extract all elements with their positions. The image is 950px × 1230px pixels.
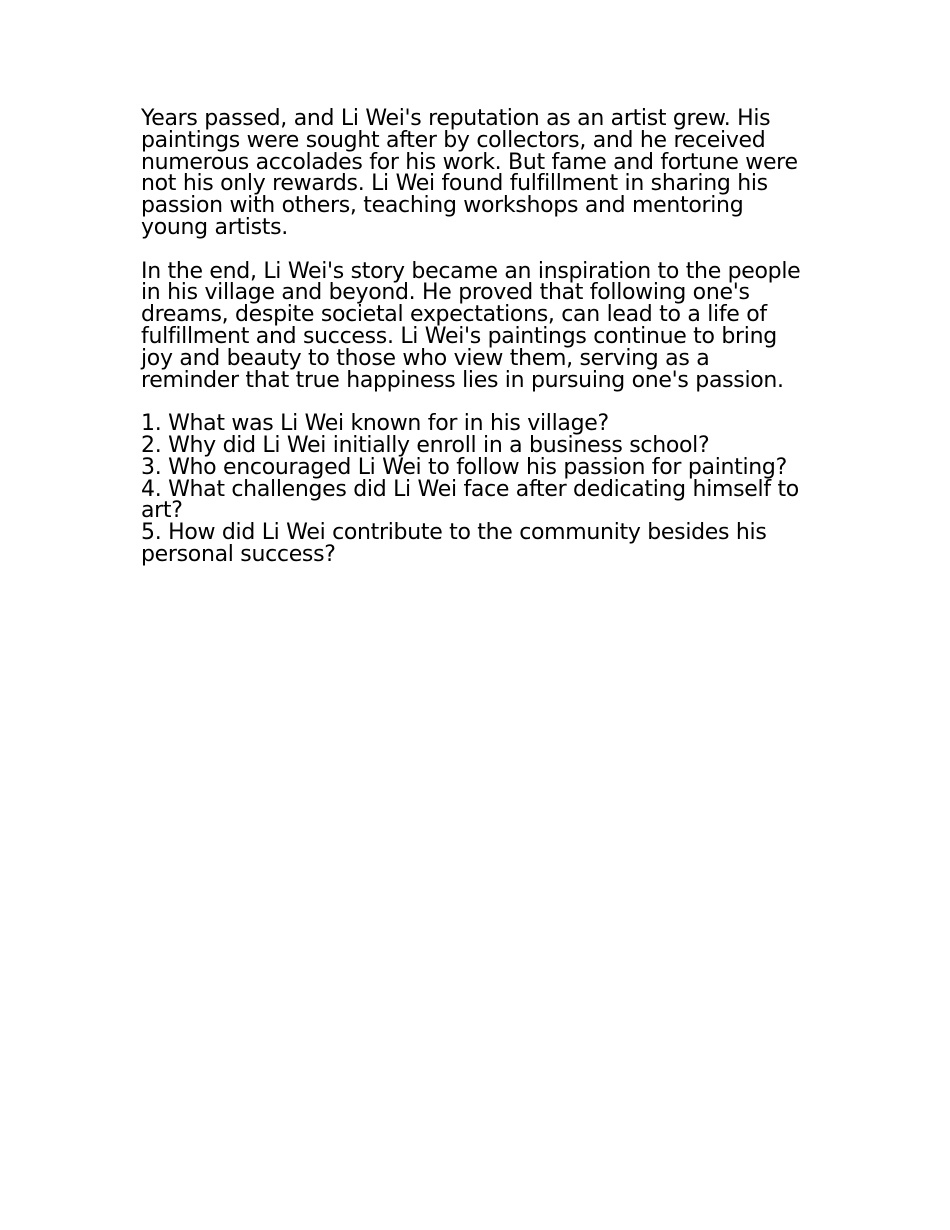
question-item: 3. Who encouraged Li Wei to follow his passion for painting? [141, 454, 787, 480]
question-item: 1. What was Li Wei known for in his village? [141, 411, 609, 437]
question-list [141, 413, 809, 566]
question-item: 5. How did Li Wei contribute to the community besides his personal success? [141, 520, 767, 567]
document-body [141, 108, 809, 566]
question-item: 4. What challenges did Li Wei face after dedicating himself to art? [141, 476, 799, 524]
paragraph-inspiration: In the end, Li Wei's story became an inspiration to the people in his village and beyond. He proved that following one's dreams, despite societal expectations, can lead to a life of fulfillment and success. Li Wei's paintings continue to bring joy and beauty to those who view them, serving as a reminder that true happiness lies in pursuing one's passion. [141, 258, 801, 393]
question-item: 2. Why did Li Wei initially enroll in a business school? [141, 432, 710, 458]
paragraph-reputation: Years passed, and Li Wei's reputation as an artist grew. His paintings were sought after by collectors, and he received numerous accolades for his work. But fame and fortune were not his only rewards. Li Wei found fulfillment in sharing his passion with others, teaching workshops and mentoring young artists. [141, 106, 798, 240]
